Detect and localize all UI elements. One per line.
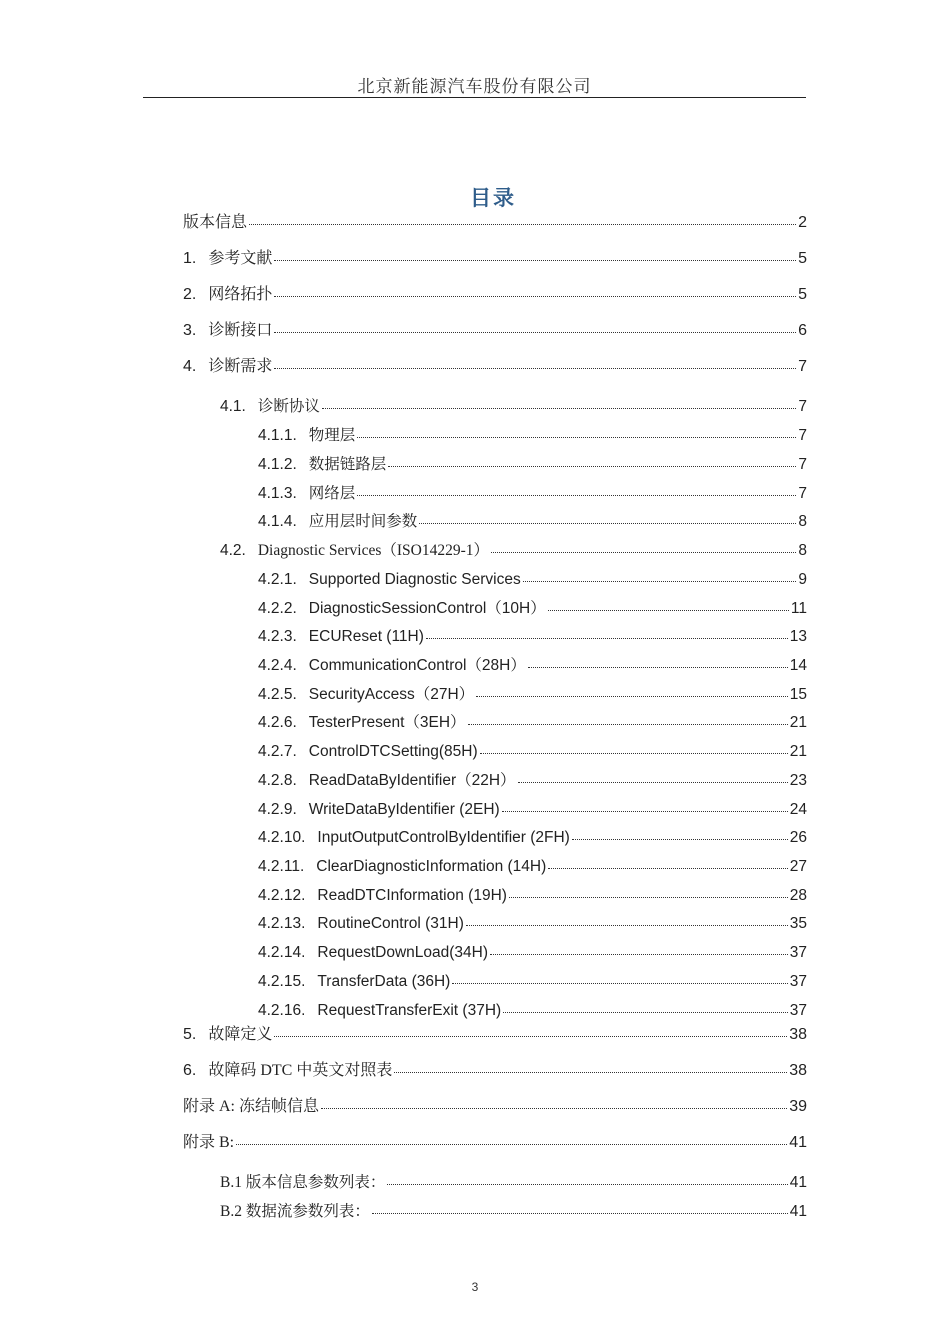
toc-entry-2[interactable] xyxy=(183,285,807,305)
toc-entry-3[interactable] xyxy=(183,321,807,341)
toc-entry-4-2-4[interactable] xyxy=(258,656,807,676)
toc-entry-page: 15 xyxy=(789,686,807,703)
toc-entry-4-2-9[interactable] xyxy=(258,800,807,820)
toc-entry-4-2-12[interactable] xyxy=(258,886,807,906)
toc-entry-text: 故障码 DTC 中英文对照表 xyxy=(208,1062,393,1079)
toc-entry-page: 41 xyxy=(789,1174,807,1191)
toc-entry-text: 网络拓扑 xyxy=(208,286,273,303)
toc-entry-b2[interactable] xyxy=(220,1202,807,1222)
header-divider xyxy=(143,97,806,98)
toc-leader xyxy=(523,581,797,582)
toc-entry-text: 应用层时间参数 xyxy=(308,513,418,530)
toc-leader xyxy=(419,523,796,524)
toc-leader xyxy=(388,466,796,467)
toc-entry-page: 23 xyxy=(789,772,807,789)
toc-entry-4-2-15[interactable] xyxy=(258,972,807,992)
toc-entry-number: 4. xyxy=(183,358,197,375)
toc-leader xyxy=(426,638,788,639)
toc-entry-text: 附录 B: xyxy=(183,1134,235,1151)
toc-entry-5[interactable] xyxy=(183,1025,807,1045)
toc-entry-appendix-b[interactable] xyxy=(183,1133,807,1153)
toc-entry-text: WriteDataByIdentifier (2EH) xyxy=(308,801,500,818)
toc-leader xyxy=(357,437,796,438)
header-company: 北京新能源汽车股份有限公司 xyxy=(357,77,592,96)
toc-leader xyxy=(572,839,788,840)
toc-entry-number: 1. xyxy=(183,250,197,267)
toc-entry-page: 7 xyxy=(798,398,807,415)
toc-entry-4-2-8[interactable] xyxy=(258,771,807,791)
toc-entry-page: 8 xyxy=(798,513,807,530)
toc-entry-page: 9 xyxy=(798,571,807,588)
toc-entry-text: B.1 版本信息参数列表： xyxy=(220,1174,386,1191)
toc-entry-text: 诊断需求 xyxy=(208,358,273,375)
toc-entry-page: 5 xyxy=(798,286,807,303)
toc-entry-page: 37 xyxy=(789,973,807,990)
toc-entry-text: 数据链路层 xyxy=(308,456,387,473)
toc-entry-page: 39 xyxy=(789,1098,807,1115)
toc-leader xyxy=(491,552,796,553)
toc-entry-number: 4.2.11. xyxy=(258,858,305,875)
toc-entry-4-2-13[interactable] xyxy=(258,914,807,934)
toc-leader xyxy=(322,408,797,409)
toc-leader xyxy=(372,1213,788,1214)
toc-entry-number: 6. xyxy=(183,1062,197,1079)
toc-entry-number: 4.2.12. xyxy=(258,887,306,904)
toc-leader xyxy=(387,1184,787,1185)
toc-entry-number: 4.1.2. xyxy=(258,456,297,473)
toc-entry-number: 4.2.9. xyxy=(258,801,297,818)
toc-entry-page: 41 xyxy=(789,1203,807,1220)
toc-entry-1[interactable] xyxy=(183,249,807,269)
toc-entry-number: 4.2.8. xyxy=(258,772,297,789)
toc-entry-number: 4.2.1. xyxy=(258,571,297,588)
toc-entry-page: 7 xyxy=(798,456,807,473)
toc-leader xyxy=(548,868,787,869)
toc-entry-number: 4.2.6. xyxy=(258,714,297,731)
toc-entry-text: RoutineControl (31H) xyxy=(317,915,464,932)
toc-leader xyxy=(490,954,788,955)
page-number: 3 xyxy=(471,1280,479,1294)
toc-entry-4-2-7[interactable] xyxy=(258,742,807,762)
toc-entry-number: 4.1.4. xyxy=(258,513,297,530)
toc-entry-4-2-5[interactable] xyxy=(258,685,807,705)
toc-entry-page: 14 xyxy=(789,657,807,674)
toc-entry-number: 4.2.16. xyxy=(258,1002,306,1019)
toc-entry-page: 11 xyxy=(790,600,807,617)
toc-entry-appendix-a[interactable] xyxy=(183,1097,807,1117)
toc-entry-page: 27 xyxy=(789,858,807,875)
toc-entry-6[interactable] xyxy=(183,1061,807,1081)
toc-entry-text: 物理层 xyxy=(308,427,356,444)
toc-entry-text: Diagnostic Services（ISO14229-1） xyxy=(257,542,490,559)
toc-leader xyxy=(274,260,796,261)
toc-leader xyxy=(394,1072,787,1073)
toc-entry-number: 4.2.5. xyxy=(258,686,297,703)
toc-entry-text: Supported Diagnostic Services xyxy=(308,571,521,588)
toc-leader xyxy=(503,1012,788,1013)
toc-entry-number: 4.2.15. xyxy=(258,973,306,990)
toc-entry-text: SecurityAccess（27H） xyxy=(308,686,475,703)
toc-entry-number: 4.2.14. xyxy=(258,944,306,961)
toc-entry-page: 7 xyxy=(798,427,807,444)
toc-entry-4-2-3[interactable] xyxy=(258,627,807,647)
toc-entry-number: 4.1. xyxy=(220,398,246,415)
toc-entry-number: 2. xyxy=(183,286,197,303)
toc-leader xyxy=(528,667,788,668)
toc-entry-4-2-1[interactable] xyxy=(258,570,807,590)
toc-entry-4-2-16[interactable] xyxy=(258,1001,807,1021)
toc-leader xyxy=(452,983,787,984)
toc-entry-page: 7 xyxy=(798,358,807,375)
toc-entry-4-2-6[interactable] xyxy=(258,713,807,733)
toc-entry-text: 参考文献 xyxy=(208,250,273,267)
toc-leader xyxy=(274,332,796,333)
toc-entry-text: ClearDiagnosticInformation (14H) xyxy=(316,858,547,875)
toc-leader xyxy=(274,368,796,369)
toc-entry-text: ECUReset (11H) xyxy=(308,628,424,645)
toc-entry-4-1-2[interactable] xyxy=(258,455,807,475)
toc-entry-text: ReadDataByIdentifier（22H） xyxy=(308,772,516,789)
toc-entry-4-2-10[interactable] xyxy=(258,828,807,848)
toc-entry-text: 诊断接口 xyxy=(208,322,273,339)
toc-entry-4-1-1[interactable] xyxy=(258,426,807,446)
toc-entry-text: TransferData (36H) xyxy=(317,973,451,990)
toc-entry-4-1-4[interactable] xyxy=(258,512,807,532)
toc-entry-page: 5 xyxy=(798,250,807,267)
toc-entry-page: 38 xyxy=(789,1062,807,1079)
toc-entry-number: 4.1.3. xyxy=(258,485,297,502)
toc-entry-text: TesterPresent（3EH） xyxy=(308,714,466,731)
toc-entry-page: 7 xyxy=(798,485,807,502)
toc-entry-version-info[interactable] xyxy=(183,213,807,233)
toc-entry-number: 4.2.4. xyxy=(258,657,297,674)
toc-entry-number: 4.2.10. xyxy=(258,829,306,846)
toc-entry-text: InputOutputControlByIdentifier (2FH) xyxy=(317,829,570,846)
toc-entry-number: 4.2. xyxy=(220,542,246,559)
toc-entry-text: ControlDTCSetting(85H) xyxy=(308,743,478,760)
toc-entry-number: 3. xyxy=(183,322,197,339)
toc-entry-4[interactable] xyxy=(183,357,807,377)
toc-entry-text: B.2 数据流参数列表： xyxy=(220,1203,370,1220)
toc-entry-number: 4.1.1. xyxy=(258,427,297,444)
toc-entry-page: 13 xyxy=(789,628,807,645)
toc-leader xyxy=(480,753,788,754)
toc-entry-4-1[interactable] xyxy=(220,397,807,417)
toc-entry-page: 21 xyxy=(789,743,807,760)
toc-entry-text: 诊断协议 xyxy=(257,398,320,415)
toc-entry-number: 4.2.3. xyxy=(258,628,297,645)
toc-entry-page: 6 xyxy=(798,322,807,339)
toc-entry-4-2-2[interactable] xyxy=(258,599,807,619)
toc-leader xyxy=(236,1144,787,1145)
toc-entry-text: 故障定义 xyxy=(208,1026,273,1043)
toc-entry-page: 24 xyxy=(789,801,807,818)
toc-entry-number: 5. xyxy=(183,1026,197,1043)
toc-entry-page: 2 xyxy=(798,214,807,231)
toc-entry-page: 38 xyxy=(789,1026,807,1043)
toc-entry-4-1-3[interactable] xyxy=(258,484,807,504)
toc-leader xyxy=(357,495,796,496)
toc-leader xyxy=(274,296,796,297)
toc-entry-page: 37 xyxy=(789,1002,807,1019)
toc-leader xyxy=(466,925,788,926)
toc-leader xyxy=(548,610,789,611)
toc-entry-page: 37 xyxy=(789,944,807,961)
toc-leader xyxy=(249,224,796,225)
toc-entry-number: 4.2.7. xyxy=(258,743,297,760)
toc-entry-text: RequestDownLoad(34H) xyxy=(317,944,489,961)
toc-entry-text: 版本信息 xyxy=(183,214,248,231)
toc-leader xyxy=(509,897,788,898)
toc-entry-text: 附录 A: 冻结帧信息 xyxy=(183,1098,320,1115)
toc-entry-text: 网络层 xyxy=(308,485,356,502)
toc-entry-text: DiagnosticSessionControl（10H） xyxy=(308,600,546,617)
toc-leader xyxy=(321,1108,787,1109)
toc-leader xyxy=(274,1036,787,1037)
toc-entry-number: 4.2.2. xyxy=(258,600,297,617)
toc-entry-page: 28 xyxy=(789,887,807,904)
toc-entry-text: CommunicationControl（28H） xyxy=(308,657,526,674)
toc-entry-b1[interactable] xyxy=(220,1173,807,1193)
toc-title: 目录 xyxy=(470,186,516,210)
toc-entry-4-2[interactable] xyxy=(220,541,807,561)
toc-leader xyxy=(502,811,788,812)
toc-leader xyxy=(476,696,788,697)
toc-entry-4-2-11[interactable] xyxy=(258,857,807,877)
toc-entry-page: 26 xyxy=(789,829,807,846)
toc-leader xyxy=(518,782,788,783)
toc-leader xyxy=(468,724,788,725)
toc-entry-number: 4.2.13. xyxy=(258,915,306,932)
toc-entry-text: ReadDTCInformation (19H) xyxy=(317,887,507,904)
toc-entry-4-2-14[interactable] xyxy=(258,943,807,963)
toc-entry-page: 41 xyxy=(789,1134,807,1151)
toc-entry-text: RequestTransferExit (37H) xyxy=(317,1002,502,1019)
toc-entry-page: 35 xyxy=(789,915,807,932)
toc-entry-page: 21 xyxy=(789,714,807,731)
toc-entry-page: 8 xyxy=(798,542,807,559)
